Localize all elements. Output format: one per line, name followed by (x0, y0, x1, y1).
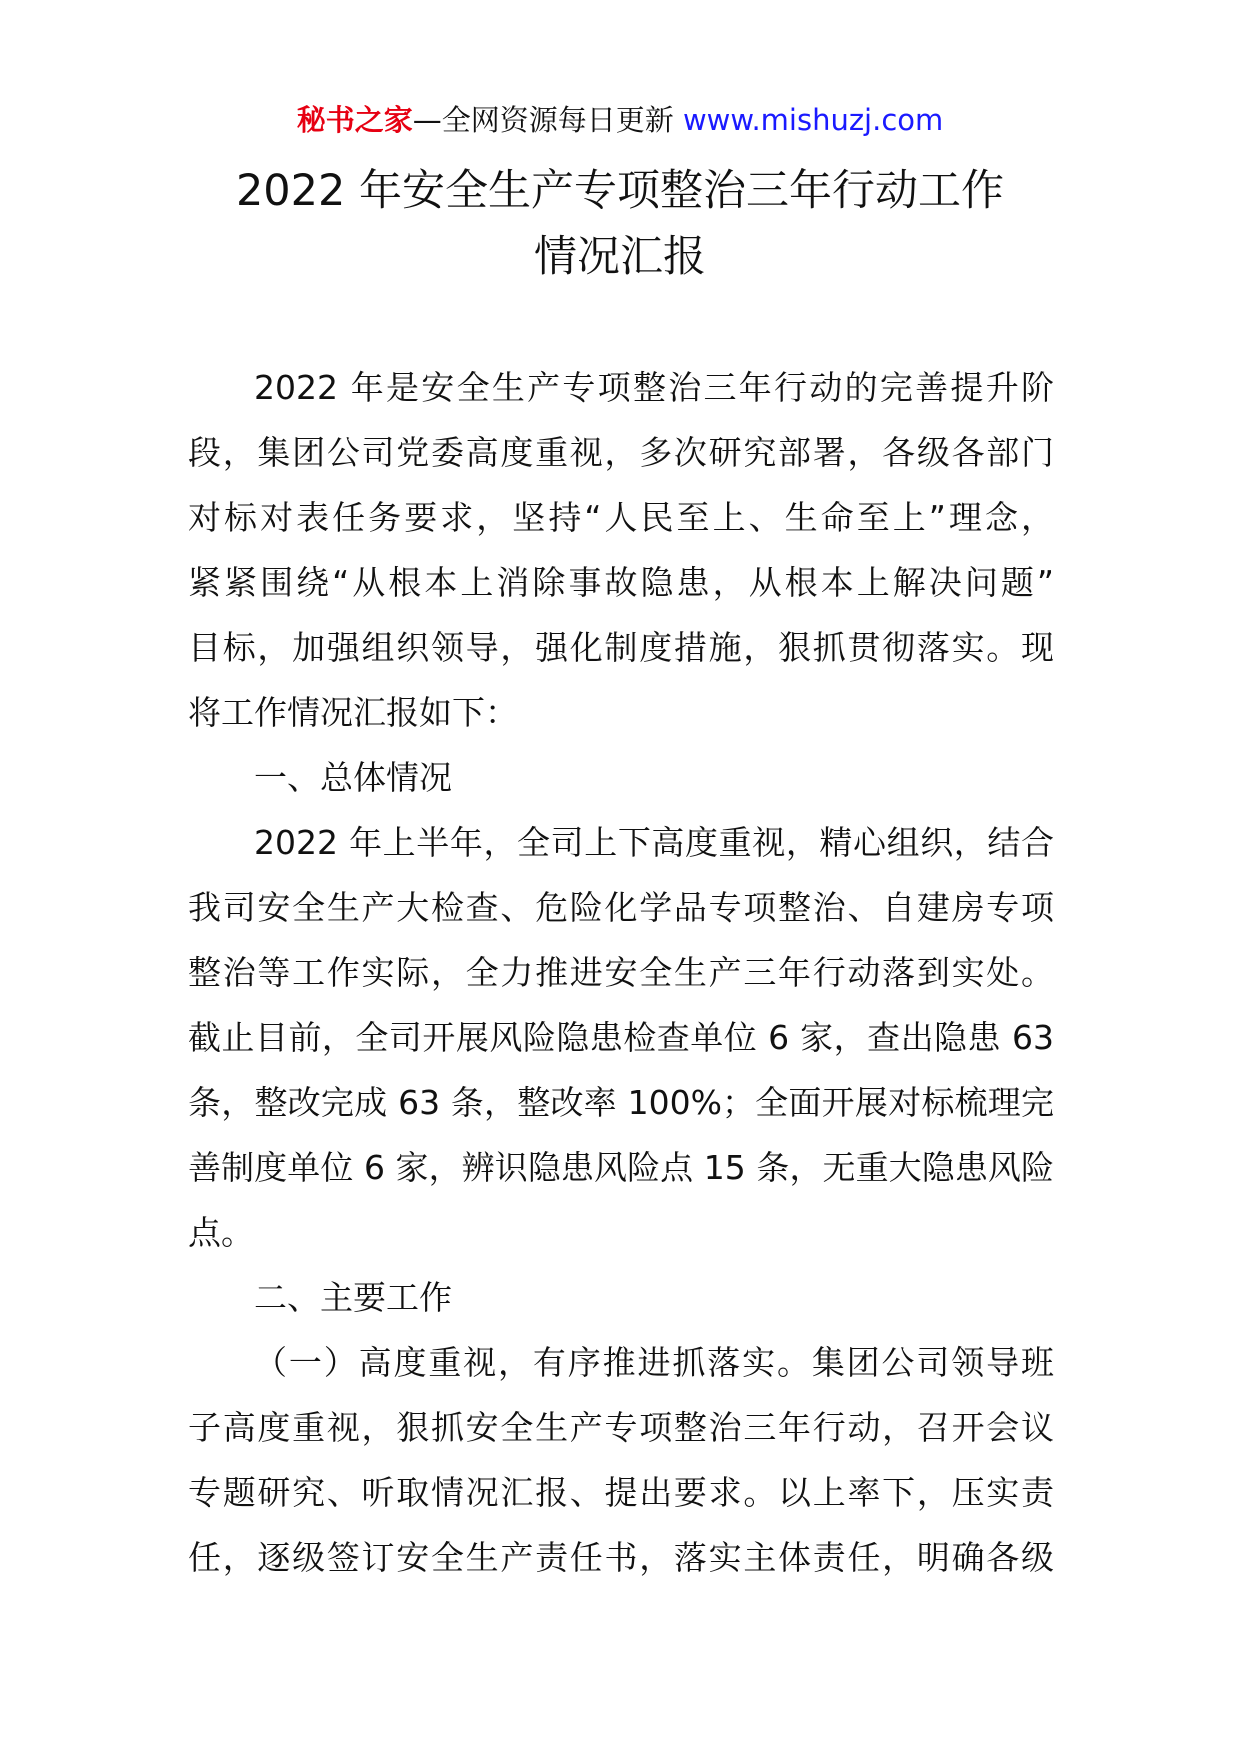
text-line: 2022 年是安全生产专项整治三年行动的完善提升阶 (254, 368, 1054, 407)
section-heading: 一、总体情况 (254, 758, 452, 797)
paragraph-overview (188, 810, 1054, 1265)
site-header (0, 100, 1240, 140)
paragraph-main-work (188, 1330, 1054, 1590)
text-line: 点。 (188, 1213, 254, 1252)
section-heading-overview (188, 745, 1054, 810)
text-line: 紧紧围绕“从根本上消除事故隐患，从根本上解决问题” (188, 563, 1054, 602)
brand-name: 秘书之家 (296, 103, 413, 137)
text-line: 对标对表任务要求，坚持“人民至上、生命至上”理念， (188, 498, 1054, 537)
text-line: 段，集团公司党委高度重视，多次研究部署，各级各部门 (188, 433, 1054, 472)
title-line-2: 情况汇报 (534, 232, 706, 282)
header-slogan: —全网资源每日更新 (412, 103, 674, 137)
text-line: 条，整改完成 63 条，整改率 100%；全面开展对标梳理完 (188, 1083, 1054, 1122)
text-line: 任，逐级签订安全生产责任书，落实主体责任，明确各级 (188, 1538, 1054, 1577)
text-line: 截止目前，全司开展风险隐患检查单位 6 家，查出隐患 63 (188, 1018, 1054, 1057)
text-line: 将工作情况汇报如下： (188, 693, 518, 732)
title-line-1: 2022 年安全生产专项整治三年行动工作 (235, 166, 1005, 216)
text-line: 善制度单位 6 家，辨识隐患风险点 15 条，无重大隐患风险 (188, 1148, 1054, 1187)
text-line: 我司安全生产大检查、危险化学品专项整治、自建房专项 (188, 888, 1054, 927)
text-line: 专题研究、听取情况汇报、提出要求。以上率下，压实责 (188, 1473, 1054, 1512)
paragraph-intro (188, 355, 1054, 745)
text-line: 子高度重视，狠抓安全生产专项整治三年行动，召开会议 (188, 1408, 1054, 1447)
section-heading: 二、主要工作 (254, 1278, 452, 1317)
text-line: 目标，加强组织领导，强化制度措施，狠抓贯彻落实。现 (188, 628, 1054, 667)
section-heading-main-work (188, 1265, 1054, 1330)
document-title (0, 158, 1240, 290)
text-line: 整治等工作实际，全力推进安全生产三年行动落到实处。 (188, 953, 1054, 992)
text-line: （一）高度重视，有序推进抓落实。集团公司领导班 (254, 1343, 1054, 1382)
site-url-link[interactable]: www.mishuzj.com (682, 103, 944, 137)
text-line: 2022 年上半年，全司上下高度重视，精心组织，结合 (254, 823, 1054, 862)
document-body (188, 355, 1054, 1590)
